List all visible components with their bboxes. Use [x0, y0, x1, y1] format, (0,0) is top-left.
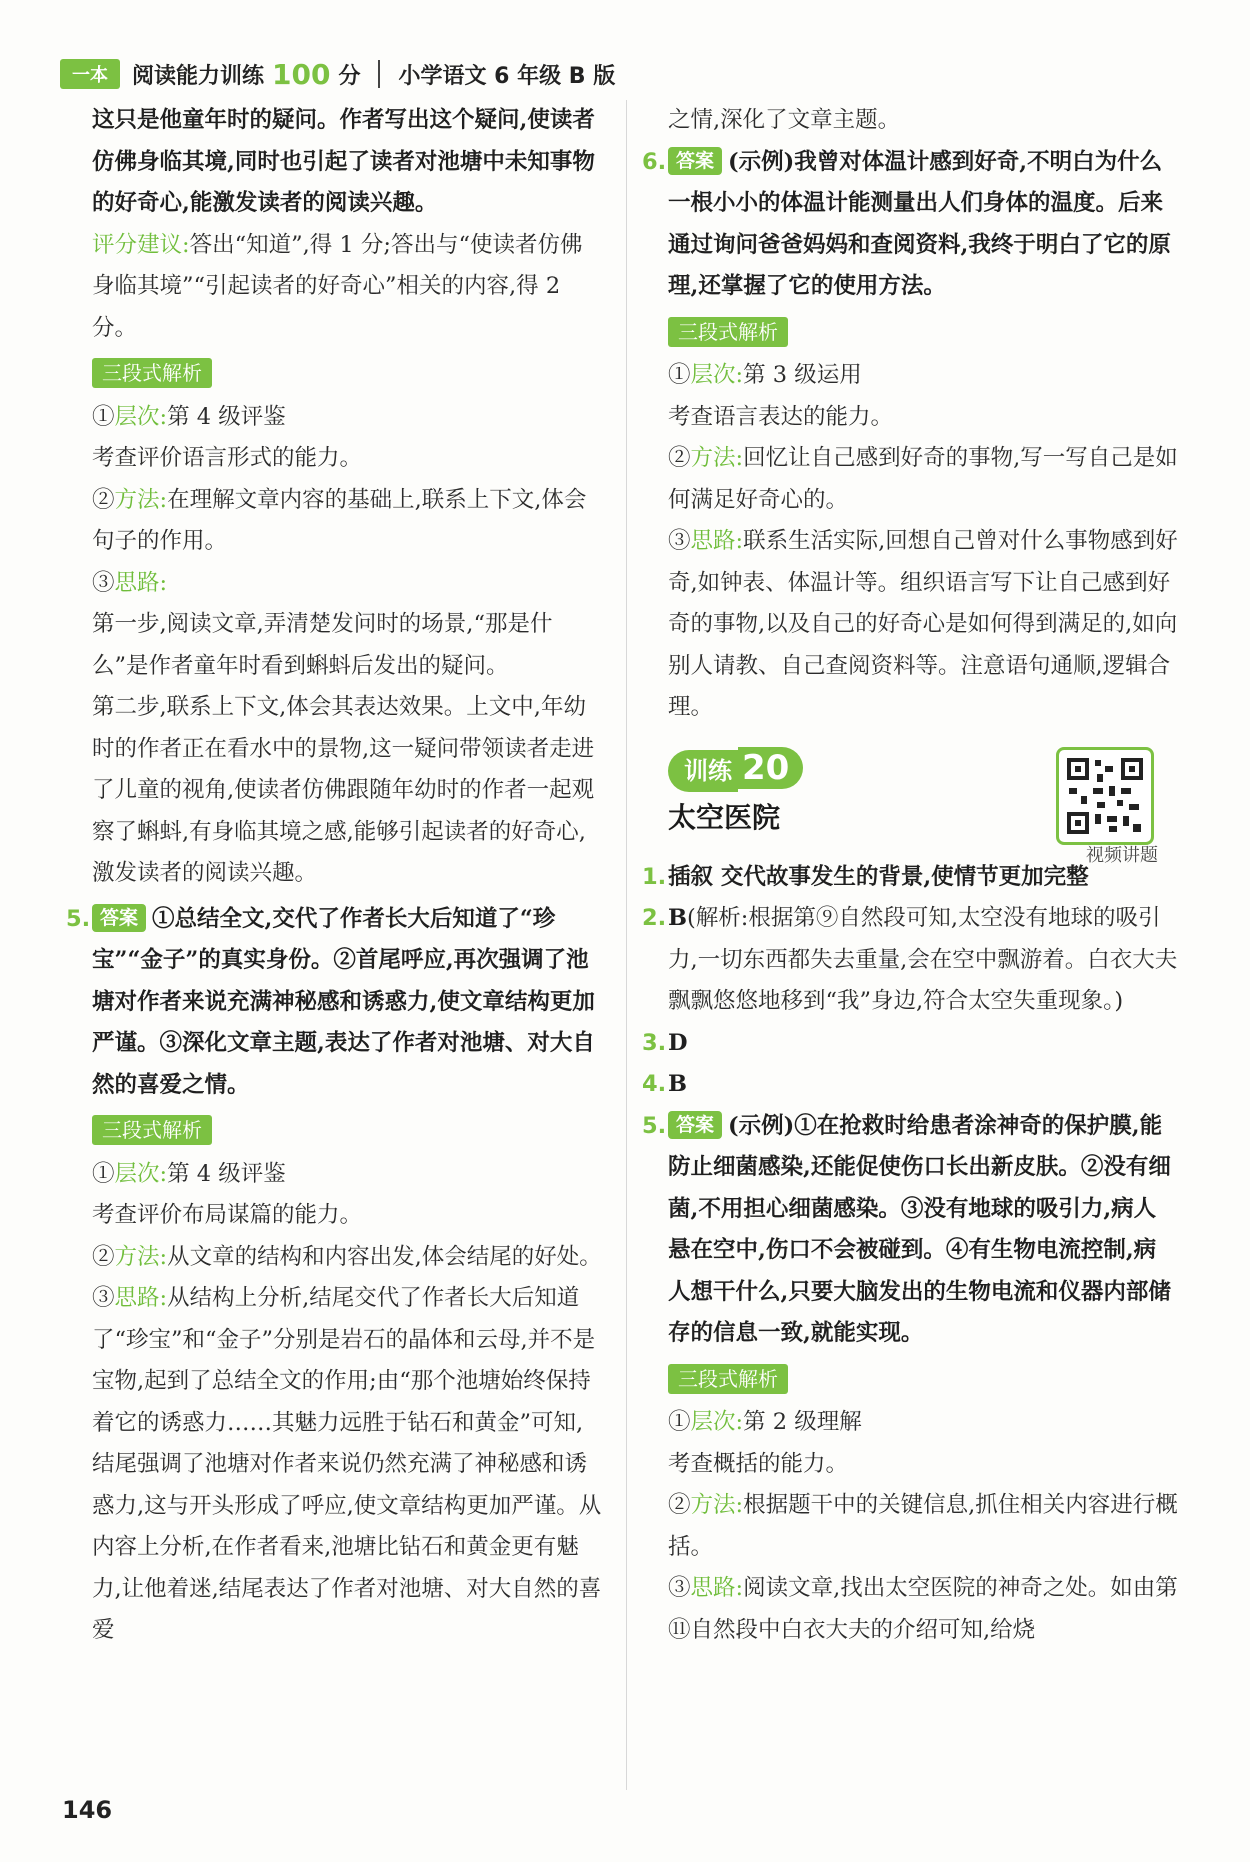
training-section-header — [668, 747, 1178, 866]
training-label: 训练 — [668, 750, 738, 792]
q4-idea-label: ③思路: — [92, 569, 168, 596]
answer-5: 5. 答案 (示例)①在抢救时给患者涂神奇的保护膜,能防止细菌感染,还能促使伤口长出新皮肤。②没有细菌,不用担心细菌感染。③没有地球的吸引力,病人悬在空中,伤口不会被碰到。④有生物电流控制,病人想干什么,只要大脑发出的生物电流和仪器内部储存的信息一致,就能实现。 — [642, 1112, 1171, 1346]
q4-answer-continued: 这只是他童年时的疑问。作者写出这个疑问,使读者仿佛身临其境,同时也引起了读者对池塘中未知事物的好奇心,能激发读者的阅读兴趣。 — [92, 107, 595, 216]
score-number: 100 — [272, 57, 331, 91]
page-number: 146 — [62, 1796, 113, 1824]
header-separator — [378, 60, 380, 88]
sanduan-badge: 三段式解析 — [92, 1115, 212, 1145]
q5-level-desc: 考查评价布局谋篇的能力。 — [92, 1202, 363, 1228]
q6-level-desc: 考查语言表达的能力。 — [668, 403, 894, 430]
brand-logo: 一本 — [60, 59, 120, 89]
q4-scoring: 评分建议:答出“知道”,得 1 分;答出与“使读者仿佛身临其境”“引起读者的好奇心”相关的内容,得 2 分。 — [92, 231, 583, 341]
answer-tag: 答案 — [92, 904, 146, 932]
q4-level: ①层次:第 4 级评鉴 — [92, 403, 286, 430]
q6-method: ②方法:回忆让自己感到好奇的事物,写一写自己是如何满足好奇心的。 — [668, 445, 1178, 513]
sanduan-badge: 三段式解析 — [92, 358, 212, 388]
q4-method: ②方法:在理解文章内容的基础上,联系上下文,体会句子的作用。 — [92, 486, 587, 554]
sanduan-badge: 三段式解析 — [668, 1364, 788, 1394]
answer-3: 3. D — [642, 1029, 688, 1056]
answer-4: 4. B — [642, 1071, 688, 1097]
left-column — [66, 100, 602, 1652]
book-subtitle: 小学语文 6 年级 B 版 — [398, 63, 616, 89]
q6-answer: 6. 答案 (示例)我曾对体温计感到好奇,不明白为什么一根小小的体温计能测量出人们身体的温度。后来通过询问爸爸妈妈和查阅资料,我终于明白了它的原理,还掌握了它的使用方法。 — [642, 148, 1171, 299]
q4-level-desc: 考查评价语言形式的能力。 — [92, 445, 363, 471]
q4-step1: 第一步,阅读文章,弄清楚发问时的场景,“那是什么”是作者童年时看到蝌蚪后发出的疑问。 — [92, 611, 553, 679]
a5-level: ①层次:第 2 级理解 — [668, 1409, 862, 1435]
answer-tag: 答案 — [668, 1111, 722, 1139]
a5-idea: ③思路:阅读文章,找出太空医院的神奇之处。如由第⑪自然段中白衣大夫的介绍可知,给烧 — [668, 1575, 1178, 1643]
column-divider — [626, 100, 627, 1790]
sanduan-badge: 三段式解析 — [668, 317, 788, 347]
qr-caption: 视频讲题 — [1086, 844, 1158, 866]
training-number: 20 — [738, 747, 803, 789]
q5-answer: 5. 答案 ①总结全文,交代了作者长大后知道了“珍宝”“金子”的真实身份。②首尾呼应,再次强调了池塘对作者来说充满神秘感和诱惑力,使文章结构更加严谨。③深化文章主题,表达了作者对池塘、对大自然的喜爱之情。 — [66, 905, 595, 1098]
q6-idea: ③思路:联系生活实际,回想自己曾对什么事物感到好奇,如钟表、体温计等。组织语言写下让自己感到好奇的事物,以及自己的好奇心是如何得到满足的,如向别人请教、自己查阅资料等。注意语句通顺,逻辑合理。 — [668, 528, 1178, 720]
right-column — [642, 100, 1178, 1651]
a5-level-desc: 考查概括的能力。 — [668, 1450, 849, 1477]
answer-tag: 答案 — [668, 147, 722, 175]
q5-method: ②方法:从文章的结构和内容出发,体会结尾的好处。 — [92, 1243, 602, 1270]
q5-idea-continued: 之情,深化了文章主题。 — [668, 107, 901, 133]
score-unit: 分 — [338, 63, 361, 89]
q5-idea: ③思路:从结构上分析,结尾交代了作者长大后知道了“珍宝”和“金子”分别是岩石的晶体和云母,并不是宝物,起到了总结全文的作用;由“那个池塘始终保持着它的诱惑力……其魅力远胜于钻石和黄金”可知,结尾强调了池塘对作者来说仍然充满了神秘感和诱惑力,这与开头形成了呼应,使文章结构更加严谨。从内容上分析,在作者看来,池塘比钻石和黄金更有魅力,让他着迷,结尾表达了作者对池塘、对大自然的喜爱 — [92, 1285, 602, 1643]
answer-1: 1. 插叙 交代故事发生的背景,使情节更加完整 — [642, 863, 1089, 890]
lesson-title: 太空医院 — [668, 801, 781, 834]
a5-method: ②方法:根据题干中的关键信息,抓住相关内容进行概括。 — [668, 1492, 1178, 1560]
answer-2: 2. B(解析:根据第⑨自然段可知,太空没有地球的吸引力,一切东西都失去重量,会在空中飘游着。白衣大夫飘飘悠悠地移到“我”身边,符合太空失重现象。) — [642, 905, 1178, 1014]
page-header — [60, 56, 615, 92]
q4-step2: 第二步,联系上下文,体会其表达效果。上文中,年幼时的作者正在看水中的景物,这一疑问带领读者走进了儿童的视角,使读者仿佛跟随年幼时的作者一起观察了蝌蚪,有身临其境之感,能够引起读者的好奇心,激发读者的阅读兴趣。 — [92, 694, 595, 886]
book-title: 阅读能力训练 — [132, 63, 265, 89]
q6-level: ①层次:第 3 级运用 — [668, 362, 862, 388]
qr-code-icon[interactable] — [1056, 747, 1154, 845]
q5-level: ①层次:第 4 级评鉴 — [92, 1160, 286, 1187]
